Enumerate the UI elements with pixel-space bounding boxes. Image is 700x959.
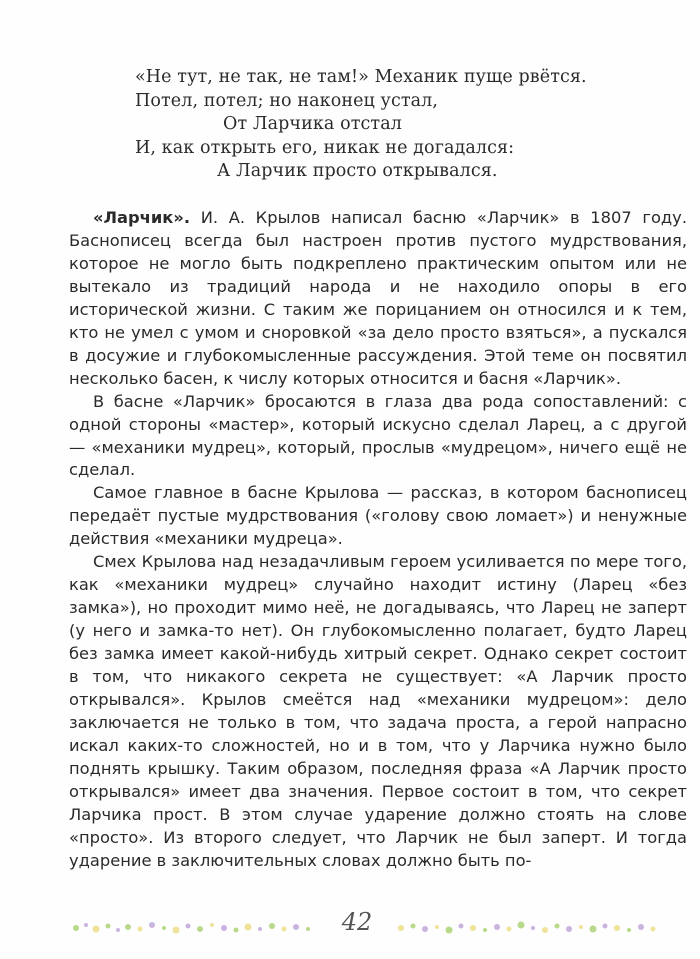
article-paragraph <box>69 207 687 391</box>
article-paragraph: Самое главное в басне Крылова — рассказ, в котором баснописец передаёт пустые мудрствования («голову свою ломает») и ненужные действия «механики мудреца». <box>69 483 687 549</box>
page-footer <box>0 908 700 948</box>
page-number: 42 <box>341 908 373 936</box>
article-text <box>69 207 687 873</box>
flower-dots-icon <box>73 922 310 934</box>
article-paragraph: Смех Крылова над незадачливым героем усиливается по мере того, как «механики мудрец» случайно находит истину (Ларец «без замка»), но проходит мимо неё, не догадываясь, что Ларец не заперт (у него и замка-то нет). Он глубокомысленно полагает, будто Ларец без замка имеет какой-нибудь хитрый секрет. Однако секрет состоит в том, что никакого секрета не существует: «А Ларчик просто открывался». Крылов смеётся над «механики мудрецом»: дело заключается не только в том, что задача проста, а герой напрасно искал каких-то сложностей, но и в том, что у Ларчика нужно было поднять крышку. Таким образом, последняя фраза «А Ларчик просто открывался» имеет два значения. Первое состоит в том, что секрет Ларчика прост. В этом случае ударение должно стоять на слове «просто». Из второго следует, что Ларчик не был заперт. И тогда ударение в заключительных словах должно быть по- <box>69 552 687 870</box>
poem-line: «Не тут, не так, не там!» Механик пуще рвётся. <box>135 67 587 87</box>
article-paragraph: В басне «Ларчик» бросаются в глаза два рода сопоставлений: с одной стороны «мастер», который искусно сделал Ларец, а с другой — «механики мудрец», который, прослыв «мудрецом», ничего ещё не сделал. <box>69 391 687 480</box>
poem-excerpt <box>135 66 675 184</box>
flower-dots-icon <box>398 922 656 934</box>
poem-line: А Ларчик просто открывался. <box>217 161 498 181</box>
decorative-dots-right <box>395 916 665 940</box>
article-title: «Ларчик». <box>93 208 191 227</box>
poem-line: Потел, потел; но наконец устал, <box>135 90 439 111</box>
poem-line: И, как открыть его, никак не догадался: <box>135 137 515 158</box>
decorative-dots-left <box>70 916 320 940</box>
poem-line: От Ларчика отстал <box>223 114 402 134</box>
paragraph-text: И. А. Крылов написал басню «Ларчик» в 1807 году. Баснописец всегда был настроен против пустого мудрствования, которое не могло быть подкреплено практическим опытом или не вытекало из традиций народа и не находило опоры в его исторической жизни. С таким же порицанием он относился и к тем, кто не умел с умом и сноровкой «за дело просто взяться», а пускался в досужие и глубокомысленные рассуждения. Этой теме он посвятил несколько басен, к числу которых относится и басня «Ларчик». <box>69 208 687 388</box>
